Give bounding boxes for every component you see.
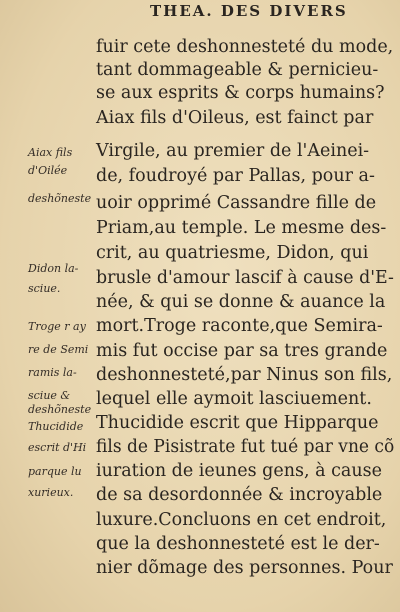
text-line: fuir cete deshonnesteté du mode, — [96, 37, 394, 57]
text-line: mort.Troge raconte,que Semira- — [96, 316, 383, 336]
margin-note: deshõneste — [28, 403, 92, 416]
text-line: iuration de ieunes gens, à cause — [96, 461, 382, 481]
text-line: tant dommageable & pernicieu- — [96, 60, 379, 80]
margin-note: d'Oilée — [28, 164, 68, 177]
margin-note: parque lu — [28, 465, 82, 478]
running-header: THEA. DES DIVERS — [150, 2, 348, 20]
margin-note: re de Semi — [28, 343, 89, 356]
text-line: que la deshonnesteté est le der- — [96, 534, 380, 554]
margin-note: Troge r ay — [28, 320, 86, 333]
text-line: uoir opprimé Cassandre fille de — [96, 193, 377, 213]
text-line: mis fut occise par sa tres grande — [96, 341, 388, 361]
text-line: Aiax fils d'Oileus, est fainct par — [96, 108, 374, 128]
text-line: Thucidide escrit que Hipparque — [96, 413, 379, 433]
text-line: fils de Pisistrate fut tué par vne cõ — [96, 437, 395, 457]
text-line: nier dõmage des personnes. Pour — [96, 558, 393, 578]
text-line: brusle d'amour lascif à cause d'E- — [96, 268, 394, 288]
margin-note: sciue. — [28, 282, 61, 295]
text-line: se aux esprits & corps humains? — [96, 83, 385, 103]
text-line: luxure.Concluons en cet endroit, — [96, 510, 387, 530]
text-line: Virgile, au premier de l'Aeinei- — [96, 141, 370, 161]
text-line: de, foudroyé par Pallas, pour a- — [96, 166, 375, 186]
text-line: crit, au quatriesme, Didon, qui — [96, 243, 369, 263]
text-line: de sa desordonnée & incroyable — [96, 485, 383, 505]
margin-note: xurieux. — [28, 486, 74, 499]
text-line: née, & qui se donne & auance la — [96, 292, 386, 312]
margin-note: sciue & — [28, 389, 71, 402]
text-line: Priam,au temple. Le mesme des- — [96, 218, 387, 238]
text-line: lequel elle aymoit lasciuement. — [96, 389, 372, 409]
text-line: deshonnesteté,par Ninus son fils, — [96, 365, 393, 385]
margin-note: ramis la- — [28, 366, 77, 379]
margin-note: deshõneste — [28, 192, 92, 205]
margin-note: Aiax fils — [28, 146, 73, 159]
margin-note: Thucidide — [28, 420, 84, 433]
margin-note: Didon la- — [28, 262, 79, 275]
margin-note: escrit d'Hi — [28, 441, 87, 454]
